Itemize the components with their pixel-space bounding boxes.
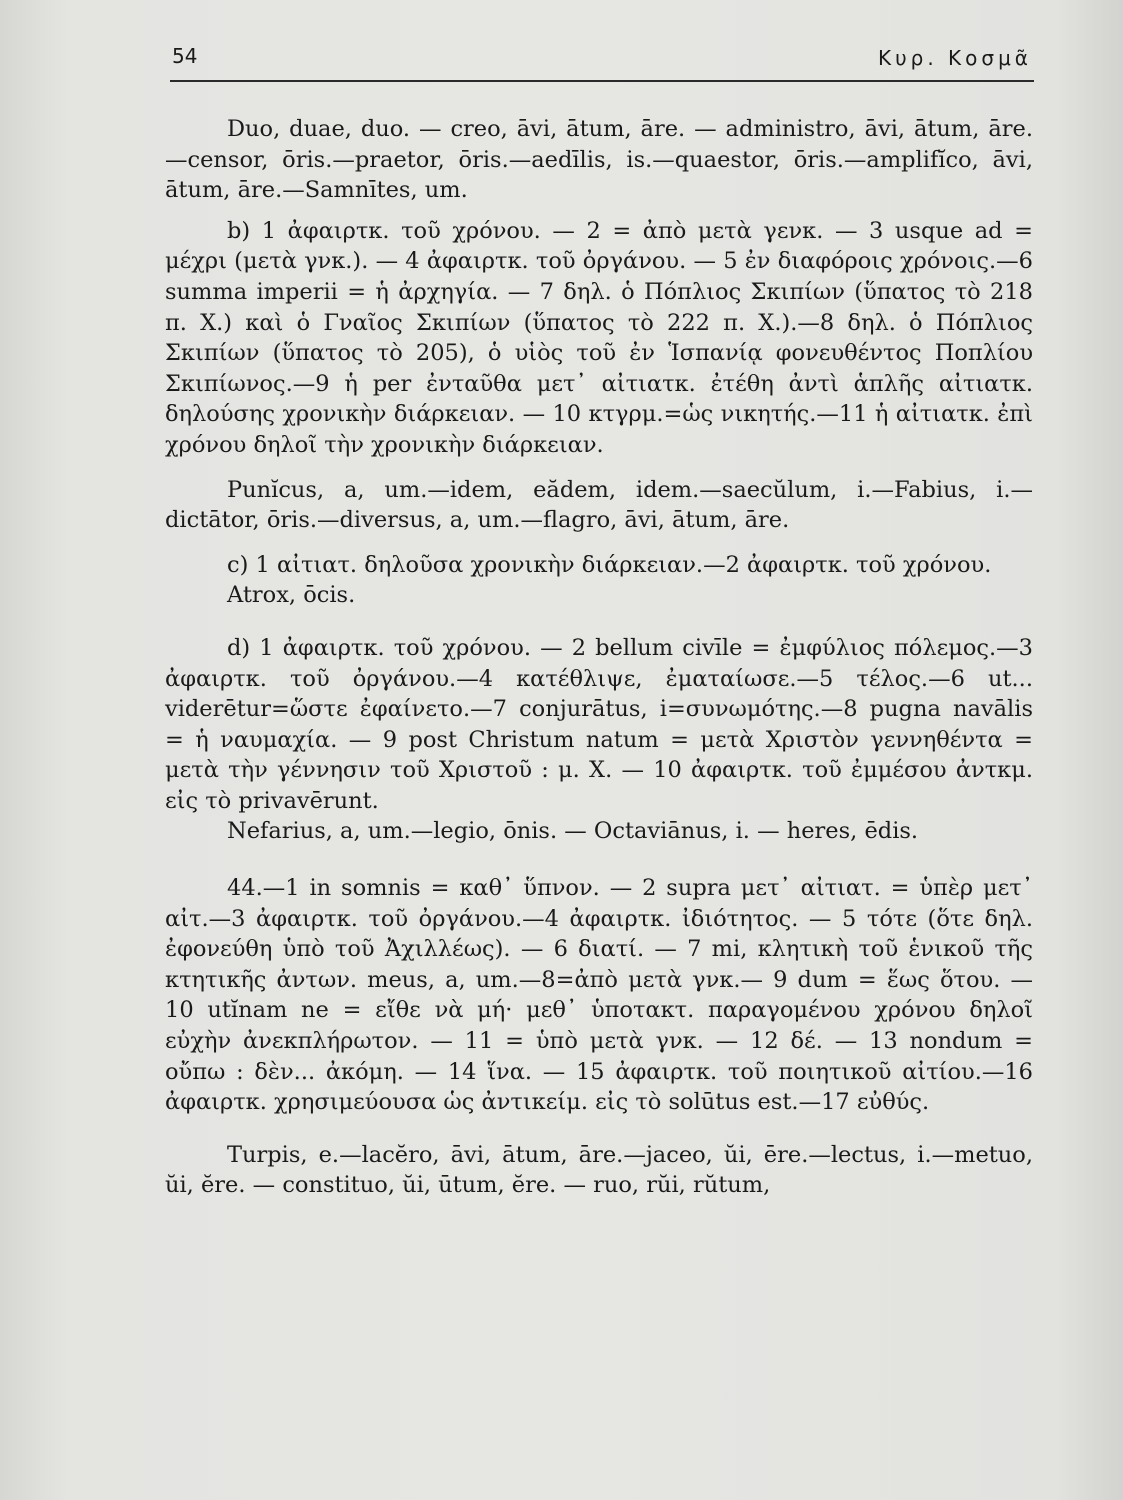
notes-paragraph-44: 44.—1 in somnis = καθ᾽ ὕπνον. — 2 supra μετ᾽ αἰτιατ. = ὑπὲρ μετ᾽ αἰτ.—3 ἀφαιρτκ. τοῦ ὀργάνου.—4 ἀφαιρτκ. ἰδιότητος. — 5 τότε (ὅτε δηλ. ἐφονεύθη ὑπὸ τοῦ Ἀχιλλέως). — 6 διατί. — 7 mi, κλητικὴ τοῦ ἑνικοῦ τῆς κτητικῆς ἀντων. meus, a, um.—8=ἀπὸ μετὰ γνκ.— 9 dum = ἕως ὅτου. — 10 utĭnam ne = εἴθε νὰ μή· μεθ᾽ ὑποτακτ. παραγομένου χρόνου δηλοῖ εὐχὴν ἀνεκπλήρωτον. — 11 = ὑπὸ μετὰ γνκ. — 12 δέ. — 13 nondum = οὔπω : δὲν... ἀκόμη. — 14 ἵνα. — 15 ἀφαιρτκ. τοῦ ποιητικοῦ αἰτίου.—16 ἀφαιρτκ. χρησιμεύουσα ὡς ἀντικείμ. εἰς τὸ solūtus est.—17 εὐθύς. bbox=[165, 875, 1033, 1116]
vocabulary-paragraph: Nefarius, a, um.—legio, ōnis. — Octaviānus, i. — heres, ēdis. bbox=[227, 818, 919, 845]
header-rule bbox=[170, 80, 1034, 82]
page-header bbox=[172, 44, 1032, 80]
vocabulary-paragraph: Atrox, ōcis. bbox=[227, 582, 356, 609]
body-text bbox=[165, 114, 1033, 1201]
vocabulary-paragraph: Punĭcus, a, um.—idem, eădem, idem.—saecŭlum, i.—Fabius, i.—dictātor, ōris.—diversus, a, um.—flagro, āvi, ātum, āre. bbox=[165, 476, 1033, 534]
notes-paragraph-c: c) 1 αἰτιατ. δηλοῦσα χρονικὴν διάρκειαν.—2 ἀφαιρτκ. τοῦ χρόνου. bbox=[227, 551, 992, 578]
vocabulary-paragraph: Duo, duae, duo. — creo, āvi, ātum, āre. — administro, āvi, ātum, āre.—censor, ōris.—praetor, ōris.—aedīlis, is.—quaestor, ōris.—amplifĭco, āvi, ātum, āre.—Samnītes, um. bbox=[165, 116, 1033, 204]
running-head: Κυρ. Κοσμᾶ bbox=[877, 46, 1032, 70]
page-number: 54 bbox=[172, 44, 198, 68]
vocabulary-paragraph: Turpis, e.—lacĕro, āvi, ātum, āre.—jaceo, ŭi, ēre.—lectus, i.—metuo, ŭi, ĕre. — constituo, ŭi, ūtum, ĕre. — ruo, rŭi, rŭtum, bbox=[165, 1141, 1033, 1199]
notes-paragraph-d: d) 1 ἀφαιρτκ. τοῦ χρόνου. — 2 bellum civīle = ἐμφύλιος πόλεμος.—3 ἀφαιρτκ. τοῦ ὀργάνου.—4 κατέθλιψε, ἐματαίωσε.—5 τέλος.—6 ut... viderētur=ὥστε ἐφαίνετο.—7 conjurātus, i=συνωμότης.—8 pugna navālis = ἡ ναυμαχία. — 9 post Christum natum = μετὰ Χριστὸν γεννηθέντα = μετὰ τὴν γέννησιν τοῦ Χριστοῦ : μ. Χ. — 10 ἀφαιρτκ. τοῦ ἐμμέσου ἀντκμ. εἰς τὸ privavērunt. bbox=[165, 634, 1033, 814]
notes-paragraph-b: b) 1 ἀφαιρτκ. τοῦ χρόνου. — 2 = ἀπὸ μετὰ γενκ. — 3 usque ad = μέχρι (μετὰ γνκ.). — 4 ἀφαιρτκ. τοῦ ὀργάνου. — 5 ἐν διαφόροις χρόνοις.—6 summa imperii = ἡ ἀρχηγία. — 7 δηλ. ὁ Πόπλιος Σκιπίων (ὕπατος τὸ 218 π. Χ.) καὶ ὁ Γναῖος Σκιπίων (ὕπατος τὸ 222 π. Χ.).—8 δηλ. ὁ Πόπλιος Σκιπίων (ὕπατος τὸ 205), ὁ υἱὸς τοῦ ἐν Ἱσπανίᾳ φονευθέντος Ποπλίου Σκιπίωνος.—9 ἡ per ἐνταῦθα μετ᾽ αἰτιατκ. ἐτέθη ἀντὶ ἁπλῆς αἰτιατκ. δηλούσης χρονικὴν διάρκειαν. — 10 κτγρμ.=ὡς νικητής.—11 ἡ αἰτιατκ. ἐπὶ χρόνου δηλοῖ τὴν χρονικὴν διάρκειαν. bbox=[165, 217, 1033, 458]
